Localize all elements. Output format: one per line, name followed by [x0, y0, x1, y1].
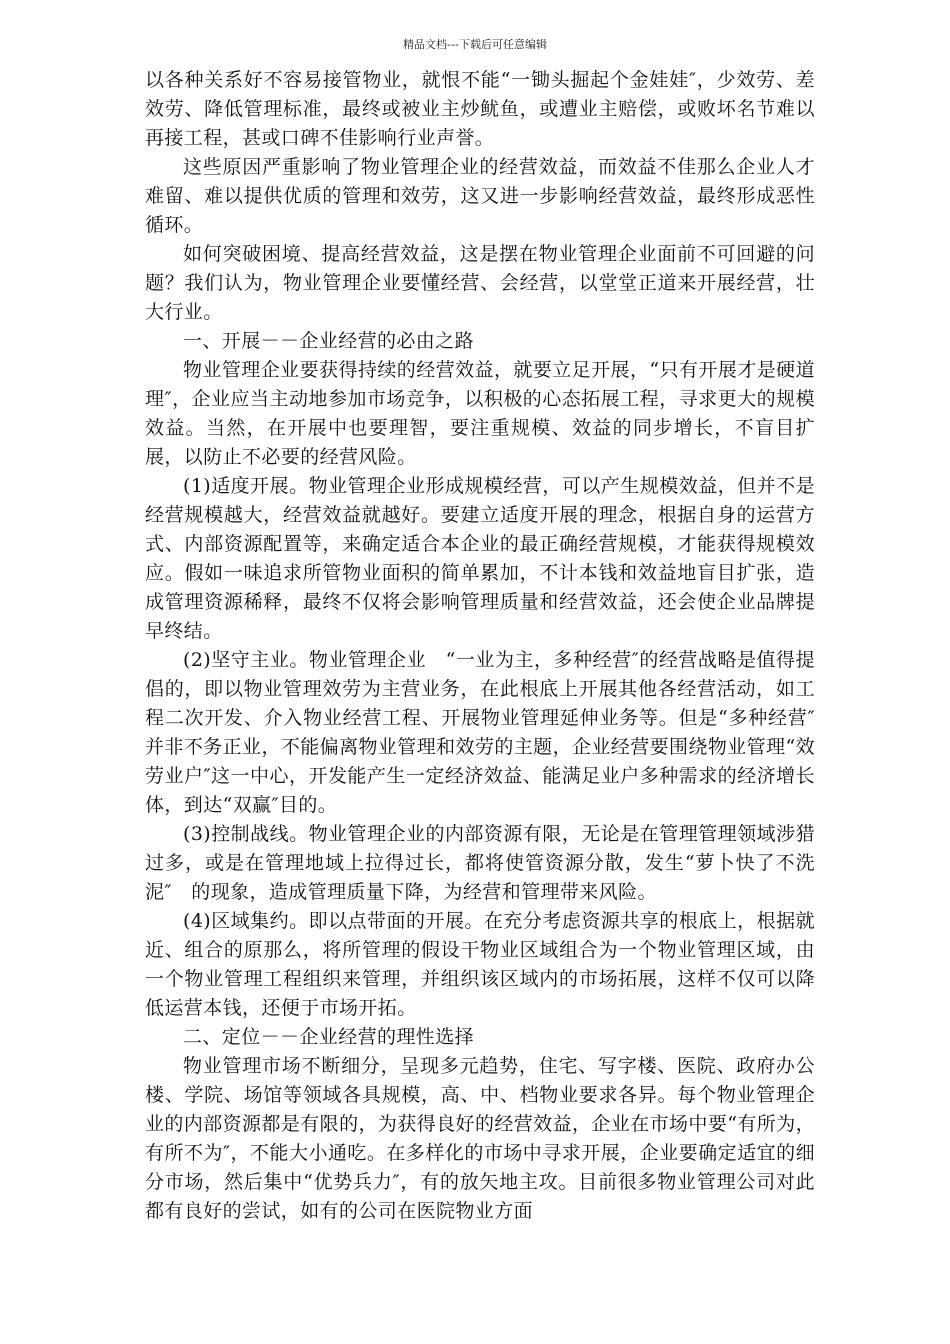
page-header: 精品文档---下载后可任意编辑 [403, 38, 547, 51]
paragraph: 物业管理市场不断细分，呈现多元趋势，住宅、写字楼、医院、政府办公楼、学院、场馆等领域各具规模，高、中、档物业要求各异。每个物业管理企业的内部资源都是有限的，为获得良好的经营效益，企业在市场中要“有所为，有所不为″，不能大小通吃。在多样化的市场中寻求开展，企业要确定适宜的细分市场，然后集中“优势兵力″，有的放矢地主攻。目前很多物业管理公司对此都有良好的尝试，如有的公司在医院物业方面 [145, 1055, 815, 1222]
paragraph: (3)控制战线。物业管理企业的内部资源有限，无论是在管理管理领域涉猎过多，或是在管理地域上拉得过长，都将使管资源分散，发生“萝卜快了不洗泥″ 的现象，造成管理质量下降，为经营和管理带来风险。 [145, 823, 815, 903]
paragraph: 这些原因严重影响了物业管理企业的经营效益，而效益不佳那么企业人才难留、难以提供优质的管理和效劳，这又进一步影响经营效益，最终形成恶性循环。 [145, 156, 815, 236]
section-heading: 一、开展－－企业经营的必由之路 [183, 330, 475, 352]
paragraph: (2)坚守主业。物业管理企业 “一业为主，多种经营″的经营战略是值得提倡的，即以物业管理效劳为主营业务，在此根底上开展其他各经营活动，如工程二次开发、介入物业经营工程、开展物业管理延伸业务等。但是“多种经营″并非不务正业，不能偏离物业管理和效劳的主题，企业经营要围绕物业管理“效劳业户″这一中心，开发能产生一定经济效益、能满足业户多种需求的经济增长体，到达“双赢″目的。 [145, 649, 815, 816]
paragraph: (4)区域集约。即以点带面的开展。在充分考虑资源共享的根底上，根据就近、组合的原那么，将所管理的假设干物业区域组合为一个物业管理区域，由一个物业管理工程组织来管理，并组织该区域内的市场拓展，这样不仅可以降低运营本钱，还便于市场开拓。 [145, 910, 815, 1019]
paragraph: 如何突破困境、提高经营效益，这是摆在物业管理企业面前不可回避的问题？我们认为，物业管理企业要懂经营、会经营，以堂堂正道来开展经营，壮大行业。 [145, 243, 815, 323]
document-body [145, 66, 815, 1226]
paragraph-continued: 以各种关系好不容易接管物业，就恨不能“一锄头掘起个金娃娃″，少效劳、差效劳、降低管理标准，最终或被业主炒鱿鱼，或遭业主赔偿，或败坏名节难以再接工程，甚或口碑不佳影响行业声誉。 [145, 69, 815, 149]
paragraph: 物业管理企业要获得持续的经营效益，就要立足开展，“只有开展才是硬道理″，企业应当主动地参加市场竞争，以积极的心态拓展工程，寻求更大的规模效益。当然，在开展中也要理智，要注重规模、效益的同步增长，不盲目扩展，以防止不必要的经营风险。 [145, 359, 815, 468]
paragraph: (1)适度开展。物业管理企业形成规模经营，可以产生规模效益，但并不是经营规模越大，经营效益就越好。要建立适度开展的理念，根据自身的运营方式、内部资源配置等，来确定适合本企业的最正确经营规模，才能获得规模效应。假如一味追求所管物业面积的简单累加，不计本钱和效益地盲目扩张，造成管理资源稀释，最终不仅将会影响管理质量和经营效益，还会使企业品牌提早终结。 [145, 475, 815, 642]
section-heading: 二、定位－－企业经营的理性选择 [183, 1026, 475, 1048]
